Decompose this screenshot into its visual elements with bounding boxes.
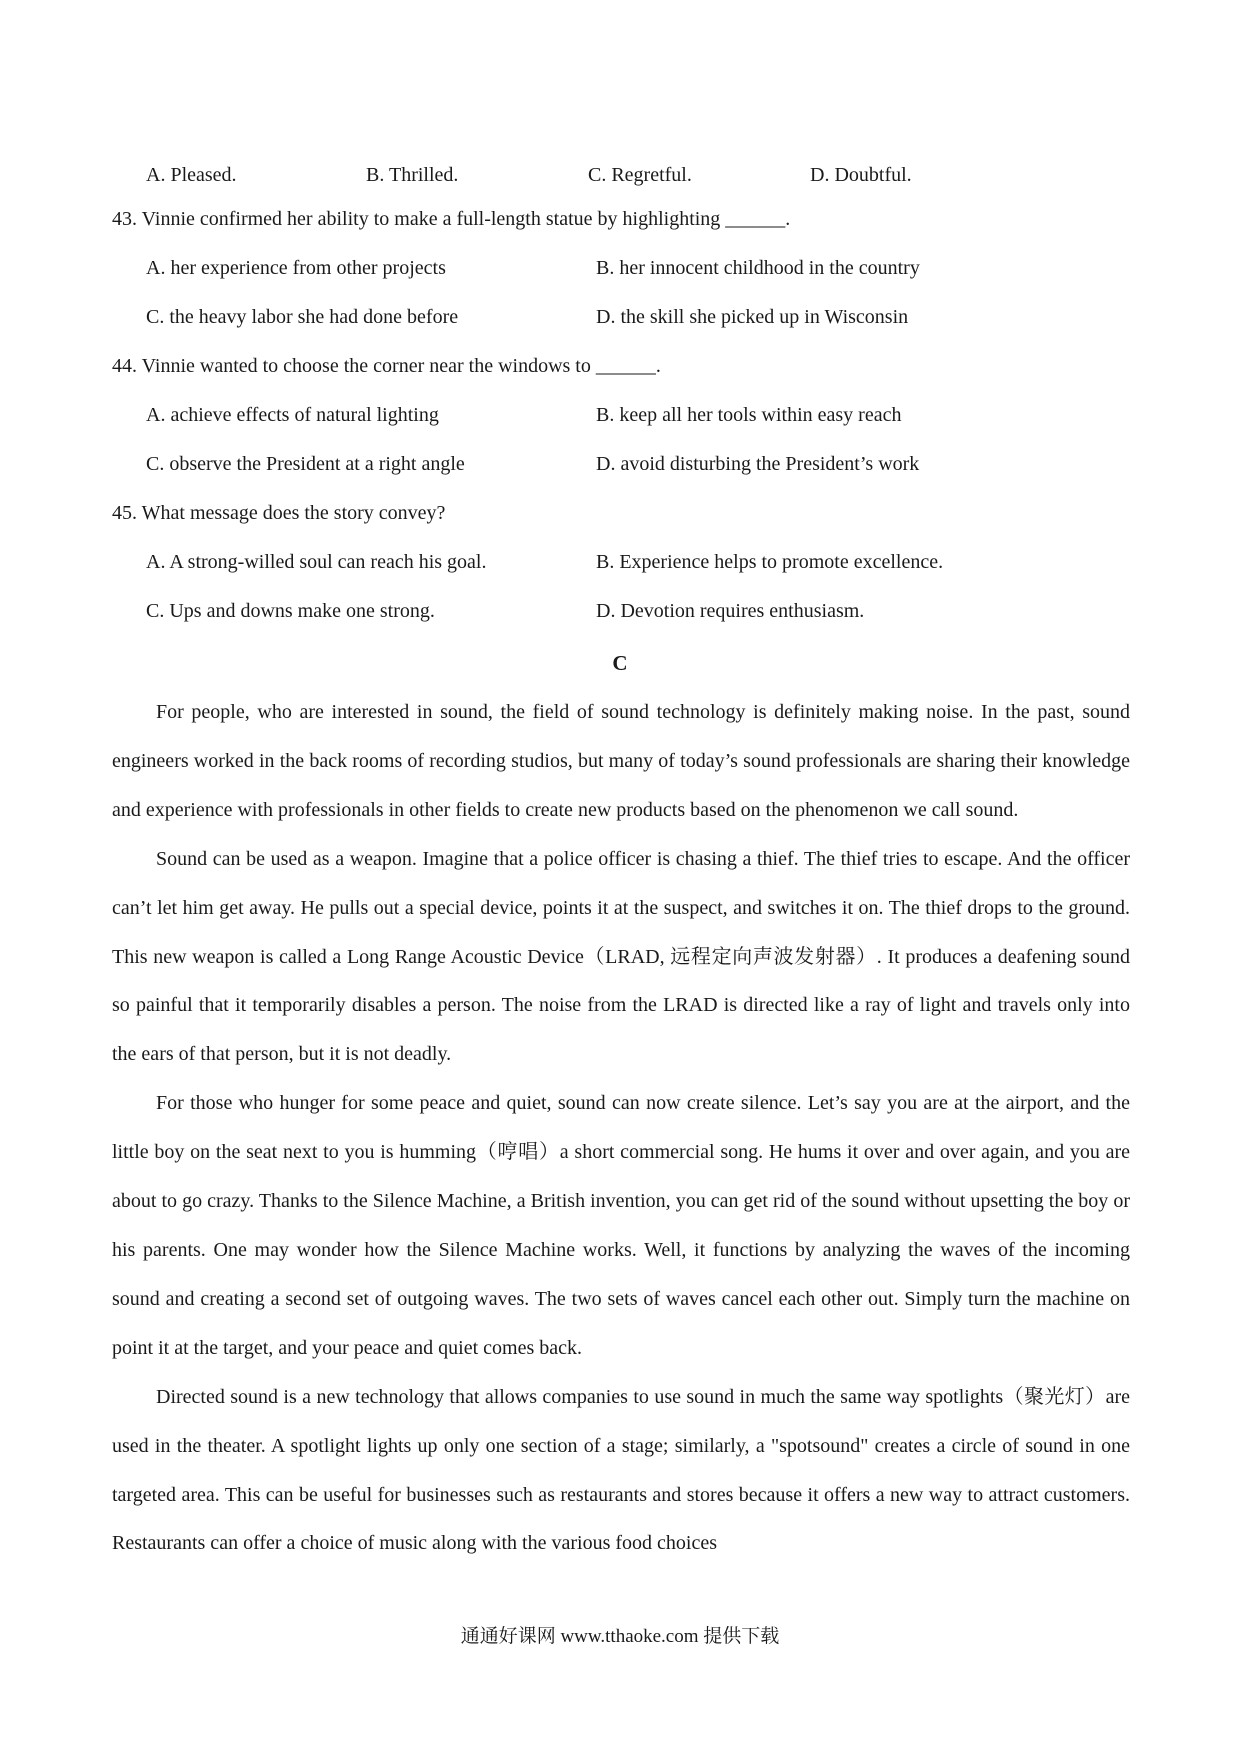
- q44-options-row-1: [146, 398, 1046, 432]
- q44-option-c: C. observe the President at a right angle: [146, 453, 465, 475]
- reading-passage: [112, 688, 1130, 1568]
- q45-options-row-2: [146, 594, 1046, 628]
- q42-option-a: A. Pleased.: [146, 164, 237, 186]
- q45-option-c: C. Ups and downs make one strong.: [146, 600, 435, 622]
- q43-option-a: A. her experience from other projects: [146, 257, 446, 279]
- q44-option-b: B. keep all her tools within easy reach: [596, 404, 902, 426]
- q43-stem: 43. Vinnie confirmed her ability to make a full-length statue by highlighting ______.: [112, 208, 791, 230]
- footer-watermark: 通通好课网 www.tthaoke.com 提供下载: [460, 1626, 780, 1647]
- q42-option-c: C. Regretful.: [588, 164, 692, 186]
- q43-option-c: C. the heavy labor she had done before: [146, 306, 459, 328]
- q43-option-b: B. her innocent childhood in the country: [596, 257, 920, 279]
- q44-option-a: A. achieve effects of natural lighting: [146, 404, 439, 426]
- q45-stem: 45. What message does the story convey?: [112, 502, 446, 524]
- passage-paragraph-3: For those who hunger for some peace and quiet, sound can now create silence. Let’s say you are at the airport, and the little boy on the seat next to you is humming（哼唱）a short commercial song. He hums it over and over again, and you are about to go crazy. Thanks to the Silence Machine, a British invention, you can get rid of the sound without upsetting the boy or his parents. One may wonder how the Silence Machine works. Well, it functions by analyzing the waves of the incoming sound and creating a second set of outgoing waves. The two sets of waves cancel each other out. Simply turn the machine on point it at the target, and your peace and quiet comes back.: [112, 1092, 1130, 1359]
- q45-option-b: B. Experience helps to promote excellence.: [596, 551, 944, 573]
- q43-option-d: D. the skill she picked up in Wisconsin: [596, 306, 909, 328]
- q42-option-b: B. Thrilled.: [366, 164, 459, 186]
- passage-paragraph-1: For people, who are interested in sound, the field of sound technology is definitely making noise. In the past, sound engineers worked in the back rooms of recording studios, but many of today’s sound professionals are sharing their knowledge and experience with professionals in other fields to create new products based on the phenomenon we call sound.: [112, 701, 1130, 821]
- passage-paragraph-4: Directed sound is a new technology that allows companies to use sound in much the same way spotlights（聚光灯）are used in the theater. A spotlight lights up only one section of a stage; similarly, a "spotsound" creates a circle of sound in one targeted area. This can be useful for businesses such as restaurants and stores because it offers a new way to attract customers. Restaurants can offer a choice of music along with the various food choices: [112, 1385, 1130, 1555]
- q43-options-row-1: [146, 251, 1046, 285]
- q42-option-d: D. Doubtful.: [810, 164, 912, 186]
- q45-option-a: A. A strong-willed soul can reach his goal.: [146, 551, 487, 573]
- q44-options-row-2: [146, 447, 1046, 481]
- q45-option-d: D. Devotion requires enthusiasm.: [596, 600, 865, 622]
- section-c-heading: C: [612, 651, 628, 675]
- q44-stem: 44. Vinnie wanted to choose the corner near the windows to ______.: [112, 355, 661, 377]
- q43-options-row-2: [146, 300, 1046, 334]
- q45-options-row-1: [146, 545, 1046, 579]
- q42-options: [146, 158, 986, 192]
- q44-option-d: D. avoid disturbing the President’s work: [596, 453, 920, 475]
- passage-paragraph-2: Sound can be used as a weapon. Imagine that a police officer is chasing a thief. The thief tries to escape. And the officer can’t let him get away. He pulls out a special device, points it at the suspect, and switches it on. The thief drops to the ground. This new weapon is called a Long Range Acoustic Device（LRAD, 远程定向声波发射器）. It produces a deafening sound so painful that it temporarily disables a person. The noise from the LRAD is directed like a ray of light and travels only into the ears of that person, but it is not deadly.: [112, 847, 1130, 1066]
